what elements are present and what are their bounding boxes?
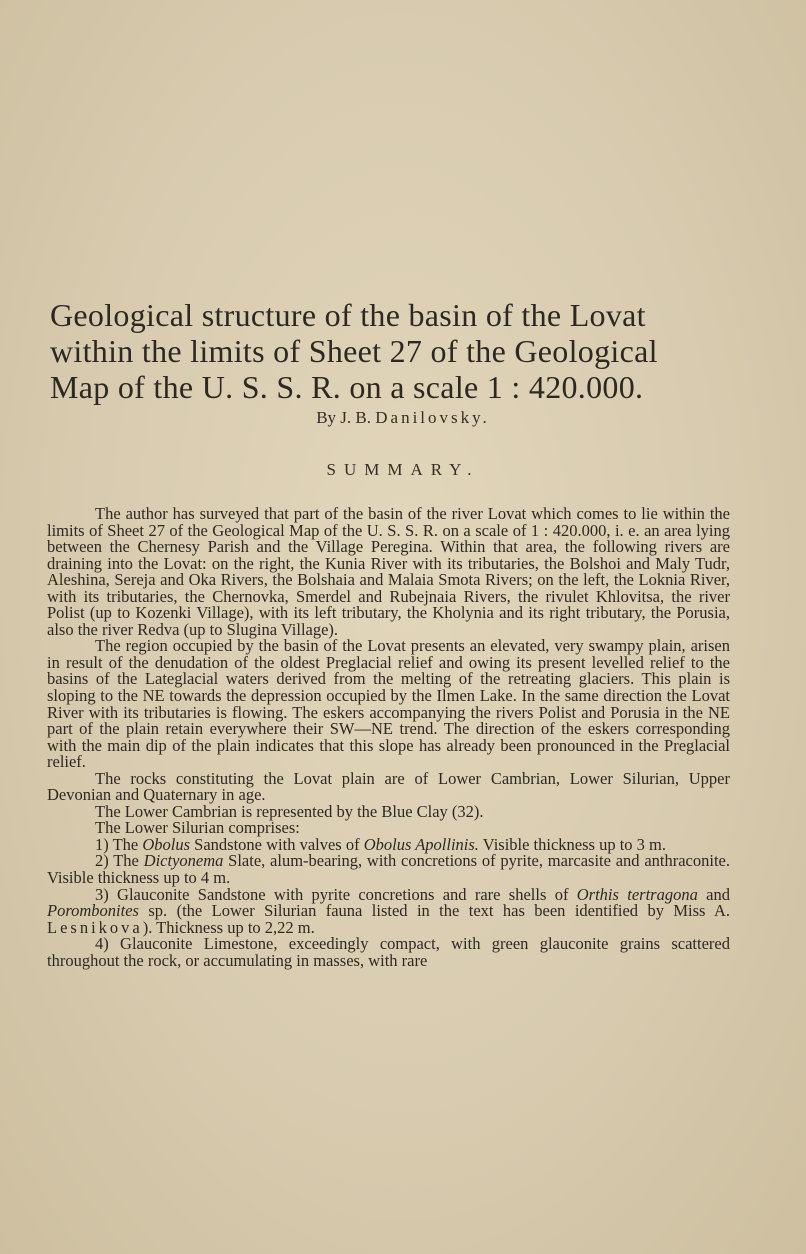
document-title xyxy=(50,297,740,405)
list-item-glauconite-limestone: 4) Glauconite Limestone, exceedingly compact, with green glauconite grains scattered throughout the rock, or accumulating in masses, with rare xyxy=(47,934,730,970)
paragraph-lower-silurian: The Lower Silurian comprises: xyxy=(95,818,300,838)
paragraph-survey-area: The author has surveyed that part of the basin of the river Lovat which comes to lie within the limits of Sheet 27 of the Geological Map of the U. S. S. R. on a scale of 1 : 420.000, i. e. an area lying between the Chernesy Parish and the Village Peregina. Within that area, the following rivers are draining into the Lovat: on the right, the Kunia River with its tributaries, the Bolshoi and Maly Tudr, Aleshina, Sereja and Oka Rivers, the Bolshaia and Malaia Smota Rivers; on the left, the Loknia River, with its tributaries, the Chernovka, Smerdel and Rubejnaia Rivers, the rivulet Khlovitsa, the river Polist (up to Kozenki Village), with its left tributary, the Kholynia and its right tributary, the Porusia, also the river Redva (up to Slugina Village). xyxy=(47,504,730,639)
title-line-2: within the limits of Sheet 27 of the Geological xyxy=(50,333,658,369)
title-line-3: Map of the U. S. S. R. on a scale 1 : 420.000. xyxy=(50,369,644,405)
document-body xyxy=(47,506,730,969)
byline xyxy=(0,408,806,428)
author-name: Danilovsky. xyxy=(375,408,490,427)
paragraph-lower-cambrian: The Lower Cambrian is represented by the Blue Clay (32). xyxy=(95,801,484,821)
paragraph-rock-ages: The rocks constituting the Lovat plain are of Lower Cambrian, Lower Silurian, Upper Devonian and Quaternary in age. xyxy=(47,768,730,805)
title-line-1: Geological structure of the basin of the Lovat xyxy=(50,297,646,333)
paragraph-relief: The region occupied by the basin of the Lovat presents an elevated, very swampy plain, arisen in result of the denudation of the oldest Preglacial relief and owing its present levelled relief to the basins of the Lateglacial waters derived from the melting of the retreating glaciers. This plain is sloping to the NE towards the depression occupied by the Ilmen Lake. In the same direction the Lovat River with its tributaries is flowing. The eskers accompanying the rivers Polist and Porusia in the NE part of the plain retain everywhere their SW—NE trend. The direction of the eskers corresponding with the main dip of the plain indicates that this slope has already been pronounced in the Preglacial relief. xyxy=(47,636,730,772)
byline-prefix: By J. B. xyxy=(316,408,376,427)
list-item-dictyonema-slate: 2) The Dictyonema Slate, alum-bearing, with concretions of pyrite, marcasite and anthraconite. Visible thickness up to 4 m. xyxy=(47,851,730,888)
summary-heading: SUMMARY. xyxy=(326,460,480,479)
list-item-glauconite-sandstone: 3) Glauconite Sandstone with pyrite concretions and rare shells of Orthis tertragona and Porombonites sp. (the Lower Silurian fauna listed in the text has been identified by Miss A. Lesnikova). Thickness up to 2,22 m. xyxy=(47,884,730,937)
list-item-obolus-sandstone: 1) The Obolus Sandstone with valves of Obolus Apollinis. Visible thickness up to 3 m. xyxy=(95,834,667,854)
